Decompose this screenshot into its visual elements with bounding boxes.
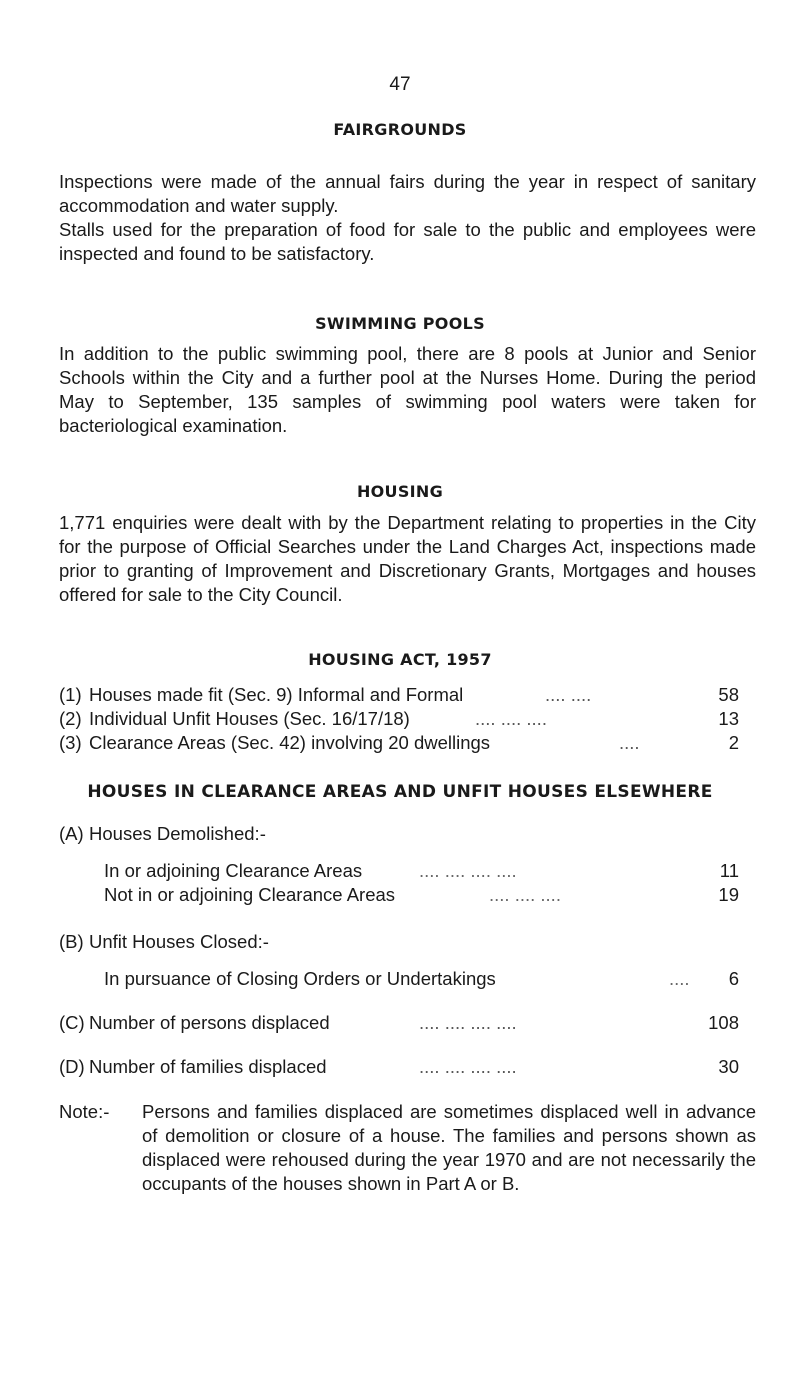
- row-label: Individual Unfit Houses (Sec. 16/17/18): [89, 708, 410, 729]
- housing-act-row: [59, 731, 739, 755]
- leader-dots: ....: [669, 968, 690, 989]
- row-value: 11: [719, 860, 739, 881]
- leader-dots: .... .... ....: [475, 708, 547, 729]
- row-number: (3): [59, 732, 82, 753]
- row-value: 6: [728, 968, 739, 989]
- leader-dots: .... .... ....: [489, 884, 561, 905]
- fairgrounds-paragraph-2: Stalls used for the preparation of food for sale to the public and employees were inspected and found to be satisfactory.: [59, 219, 756, 264]
- housing-paragraph: 1,771 enquiries were dealt with by the Department relating to properties in the City for the purpose of Official Searches under the Land Charges Act, inspections made prior to granting of Improvement and Discretionary Grants, Mortgages and houses offered for sale to the City Council.: [59, 512, 756, 605]
- section-b-row: [59, 967, 739, 991]
- section-a-row: [59, 859, 739, 883]
- note: [59, 1100, 756, 1196]
- row-value: 19: [718, 884, 739, 905]
- fairgrounds-paragraph-1: Inspections were made of the annual fairs during the year in respect of sanitary accommodation and water supply.: [59, 171, 756, 216]
- section-title: Unfit Houses Closed:-: [89, 931, 269, 952]
- row-label: In or adjoining Clearance Areas: [104, 860, 363, 881]
- swimming-pools-heading: SWIMMING POOLS: [315, 314, 485, 333]
- note-label: Note:-: [59, 1101, 110, 1122]
- row-value: 13: [718, 708, 739, 729]
- row-value: 58: [718, 684, 739, 705]
- housing-act-heading: HOUSING ACT, 1957: [308, 650, 492, 669]
- housing-act-row: [59, 707, 739, 731]
- section-title: Houses Demolished:-: [89, 823, 266, 844]
- housing-heading: HOUSING: [356, 482, 444, 501]
- section-c-row: [59, 1011, 739, 1035]
- row-label: Not in or adjoining Clearance Areas: [104, 884, 396, 905]
- section-a-row: [59, 883, 739, 907]
- section-letter: (A): [59, 823, 84, 844]
- note-text: Persons and families displaced are sometimes displaced well in advance of demolition or closure of a house. The families and persons shown as displaced were rehoused during the year 1970 and are not necessarily the occupants of the houses shown in Part A or B.: [142, 1101, 756, 1194]
- row-number: (2): [59, 708, 82, 729]
- swimming-pools-paragraph: In addition to the public swimming pool, there are 8 pools at Junior and Senior Schools within the City and a further pool at the Nurses Home. During the period May to September, 135 samples of swimming pool waters were taken for bacteriological examination.: [59, 343, 756, 436]
- section-b-title: [59, 930, 739, 954]
- row-label: Houses made fit (Sec. 9) Informal and Formal: [89, 684, 464, 705]
- row-label: Number of families displaced: [89, 1056, 327, 1077]
- row-label: Number of persons displaced: [89, 1012, 330, 1033]
- row-label: In pursuance of Closing Orders or Undertakings: [104, 968, 496, 989]
- section-letter: (B): [59, 931, 84, 952]
- clearance-heading: HOUSES IN CLEARANCE AREAS AND UNFIT HOUSES ELSEWHERE: [87, 782, 713, 802]
- section-letter: (C): [59, 1012, 85, 1033]
- section-a-title: [59, 822, 739, 846]
- section-letter: (D): [59, 1056, 85, 1077]
- row-value: 30: [718, 1056, 739, 1077]
- fairgrounds-heading: FAIRGROUNDS: [333, 120, 467, 139]
- leader-dots: ....: [619, 732, 640, 753]
- row-number: (1): [59, 684, 82, 705]
- page-number: 47: [389, 74, 411, 95]
- section-d-row: [59, 1055, 739, 1079]
- leader-dots: .... ....: [545, 684, 592, 705]
- housing-act-row: [59, 683, 739, 707]
- row-value: 108: [708, 1012, 739, 1033]
- row-value: 2: [728, 732, 739, 753]
- leader-dots: .... .... .... ....: [419, 1056, 517, 1077]
- row-label: Clearance Areas (Sec. 42) involving 20 dwellings: [89, 732, 491, 753]
- leader-dots: .... .... .... ....: [419, 1012, 517, 1033]
- leader-dots: .... .... .... ....: [419, 860, 517, 881]
